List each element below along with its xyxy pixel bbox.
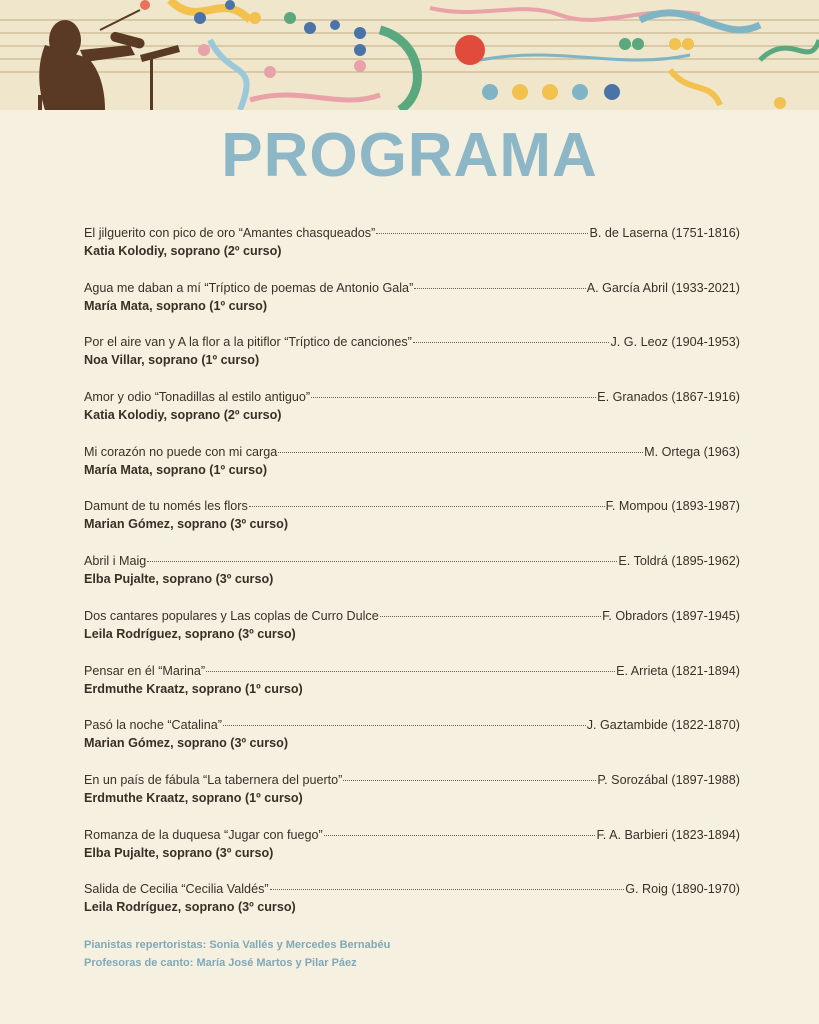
work-title: Mi corazón no puede con mi carga bbox=[84, 444, 278, 459]
program-entry bbox=[84, 718, 740, 773]
program-entry-line bbox=[84, 226, 740, 243]
performer: Elba Pujalte, soprano (3º curso) bbox=[84, 845, 274, 860]
composer: B. de Laserna (1751-1816) bbox=[589, 226, 740, 240]
work-title: Pasó la noche “Catalina” bbox=[84, 718, 222, 733]
page-title: PROGRAMA bbox=[221, 121, 598, 190]
program-entry-line bbox=[84, 499, 740, 516]
work-title: Agua me daban a mí “Tríptico de poemas de Antonio Gala” bbox=[84, 280, 414, 295]
composer: F. Obradors (1897-1945) bbox=[602, 608, 740, 623]
program-entry-line bbox=[84, 390, 740, 407]
dot-leader bbox=[249, 496, 605, 507]
work-title: Por el aire van y A la flor a la pitiflor “Tríptico de canciones” bbox=[84, 335, 412, 350]
composer: F. A. Barbieri (1823-1894) bbox=[596, 827, 740, 842]
program-entry-line bbox=[84, 664, 740, 681]
program-entry bbox=[84, 335, 740, 390]
composer: J. G. Leoz (1904-1953) bbox=[610, 335, 740, 350]
dot-leader bbox=[324, 825, 596, 836]
composer: E. Arrieta (1821-1894) bbox=[616, 663, 740, 678]
program-entry-line bbox=[84, 882, 740, 899]
program-entry bbox=[84, 499, 740, 554]
composer: P. Sorozábal (1897-1988) bbox=[597, 772, 740, 787]
program-entry-line bbox=[84, 773, 740, 790]
composer: J. Gaztambide (1822-1870) bbox=[586, 718, 740, 733]
credits bbox=[84, 936, 684, 972]
performer: Katia Kolodiy, soprano (2º curso) bbox=[84, 244, 282, 258]
composer: M. Ortega (1963) bbox=[644, 444, 740, 459]
dot-leader bbox=[223, 715, 586, 726]
header-illustration bbox=[0, 0, 819, 110]
program-entry bbox=[84, 609, 740, 664]
dot-leader bbox=[147, 551, 617, 562]
dot-leader bbox=[206, 661, 615, 672]
dot-leader bbox=[311, 387, 596, 398]
dot-leader bbox=[413, 332, 610, 343]
dot-leader bbox=[270, 879, 625, 890]
performer: Leila Rodríguez, soprano (3º curso) bbox=[84, 626, 296, 641]
performer: Katia Kolodiy, soprano (2º curso) bbox=[84, 408, 282, 423]
performer: Erdmuthe Kraatz, soprano (1º curso) bbox=[84, 790, 303, 805]
dot-leader bbox=[380, 606, 601, 617]
performer: Elba Pujalte, soprano (3º curso) bbox=[84, 572, 274, 587]
performer: María Mata, soprano (1º curso) bbox=[84, 298, 268, 313]
program-entry-line bbox=[84, 718, 740, 735]
work-title: Amor y odio “Tonadillas al estilo antiguo” bbox=[84, 390, 311, 405]
dot-leader bbox=[376, 223, 588, 234]
program-entry bbox=[84, 882, 740, 937]
composer: E. Granados (1867-1916) bbox=[597, 390, 740, 405]
composer: A. García Abril (1933-2021) bbox=[586, 280, 740, 295]
dot-leader bbox=[414, 278, 585, 289]
program-entry-line bbox=[84, 554, 740, 571]
program-list bbox=[84, 226, 740, 937]
program-entry bbox=[84, 390, 740, 445]
composer: E. Toldrá (1895-1962) bbox=[618, 554, 740, 569]
program-entry-line bbox=[84, 445, 740, 462]
program-entry bbox=[84, 828, 740, 883]
program-entry-line bbox=[84, 281, 740, 298]
program-entry-line bbox=[84, 609, 740, 626]
composer: F. Mompou (1893-1987) bbox=[605, 499, 740, 514]
composer: G. Roig (1890-1970) bbox=[625, 882, 740, 897]
dot-leader bbox=[278, 442, 643, 453]
work-title: Abril i Maig bbox=[84, 554, 147, 569]
performer: Marian Gómez, soprano (3º curso) bbox=[84, 736, 289, 751]
performer: María Mata, soprano (1º curso) bbox=[84, 462, 268, 477]
work-title: En un país de fábula “La tabernera del puerto” bbox=[84, 772, 343, 787]
program-entry bbox=[84, 226, 740, 281]
program-entry bbox=[84, 773, 740, 828]
performer: Erdmuthe Kraatz, soprano (1º curso) bbox=[84, 681, 303, 696]
work-title: El jilguerito con pico de oro “Amantes chasqueados” bbox=[84, 226, 376, 240]
performer: Leila Rodríguez, soprano (3º curso) bbox=[84, 900, 296, 915]
performer: Noa Villar, soprano (1º curso) bbox=[84, 353, 260, 368]
teachers-credit: Profesoras de canto: María José Martos y Pilar Páez bbox=[84, 957, 357, 969]
work-title: Dos cantares populares y Las coplas de Curro Dulce bbox=[84, 608, 379, 623]
pianists-credit: Pianistas repertoristas: Sonia Vallés y Mercedes Bernabéu bbox=[84, 939, 391, 951]
performer: Marian Gómez, soprano (3º curso) bbox=[84, 517, 289, 532]
work-title: Romanza de la duquesa “Jugar con fuego” bbox=[84, 827, 323, 842]
program-entry bbox=[84, 281, 740, 336]
program-entry-line bbox=[84, 828, 740, 845]
program-entry bbox=[84, 445, 740, 500]
program-entry bbox=[84, 554, 740, 609]
program-entry-line bbox=[84, 335, 740, 352]
dot-leader bbox=[343, 770, 596, 781]
work-title: Salida de Cecilia “Cecilia Valdés” bbox=[84, 882, 269, 897]
music-notes-illustration bbox=[0, 0, 819, 110]
work-title: Damunt de tu només les flors bbox=[84, 499, 248, 514]
program-entry bbox=[84, 664, 740, 719]
work-title: Pensar en él “Marina” bbox=[84, 663, 206, 678]
